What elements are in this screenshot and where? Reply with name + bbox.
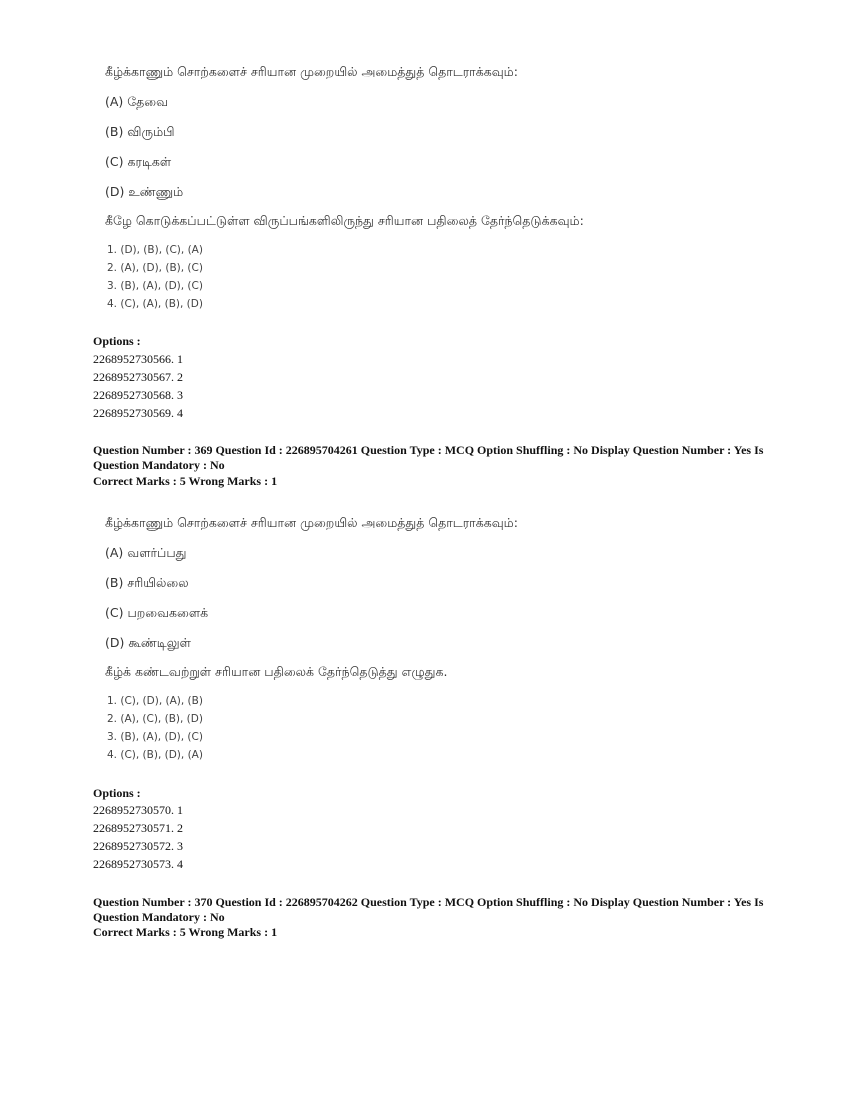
choice-3: 3. (B), (A), (D), (C) xyxy=(107,280,203,292)
item-b: (B) விரும்பி xyxy=(105,124,175,139)
instruction: கீழ்க்காணும் சொற்களைச் சரியான முறையில் அமைத்துத் தொடராக்கவும்: xyxy=(105,64,518,79)
choice-2: 2. (A), (D), (B), (C) xyxy=(107,262,203,274)
marks-line: Correct Marks : 5 Wrong Marks : 1 xyxy=(93,474,278,488)
choice-3: 3. (B), (A), (D), (C) xyxy=(107,731,203,743)
option-4: 2268952730573. 4 xyxy=(93,857,183,871)
marks-line: Correct Marks : 5 Wrong Marks : 1 xyxy=(93,925,278,939)
option-1: 2268952730570. 1 xyxy=(93,803,183,817)
sub-instruction: கீழே கொடுக்கப்பட்டுள்ள விருப்பங்களிலிருந்து சரியான பதிலைத் தேர்ந்தெடுக்கவும்: xyxy=(105,213,584,228)
item-d: (D) கூண்டிலுள் xyxy=(105,635,191,650)
choice-1: 1. (D), (B), (C), (A) xyxy=(107,244,203,256)
item-b: (B) சரியில்லை xyxy=(105,575,189,590)
option-1: 2268952730566. 1 xyxy=(93,352,183,366)
choice-4: 4. (C), (B), (D), (A) xyxy=(107,749,203,761)
item-c: (C) பறவைகளைக் xyxy=(105,605,209,620)
choice-4: 4. (C), (A), (B), (D) xyxy=(107,298,203,310)
options-title: Options : xyxy=(93,334,141,348)
option-2: 2268952730571. 2 xyxy=(93,821,183,835)
option-2: 2268952730567. 2 xyxy=(93,370,183,384)
choice-2: 2. (A), (C), (B), (D) xyxy=(107,713,203,725)
choice-1: 1. (C), (D), (A), (B) xyxy=(107,695,203,707)
item-d: (D) உண்ணும் xyxy=(105,184,184,199)
question-meta: Question Number : 370 Question Id : 226895704262 Question Type : MCQ Option Shuffling : No Display Question Number : Yes Is Question Mandatory : No xyxy=(93,895,764,924)
item-c: (C) கரடிகள் xyxy=(105,154,172,169)
item-a: (A) தேவை xyxy=(105,94,169,109)
options-title: Options : xyxy=(93,786,141,800)
instruction: கீழ்க்காணும் சொற்களைச் சரியான முறையில் அமைத்துத் தொடராக்கவும்: xyxy=(105,515,518,530)
item-a: (A) வளர்ப்பது xyxy=(105,545,187,560)
option-4: 2268952730569. 4 xyxy=(93,406,183,420)
option-3: 2268952730572. 3 xyxy=(93,839,183,853)
option-3: 2268952730568. 3 xyxy=(93,388,183,402)
sub-instruction: கீழ்க் கண்டவற்றுள் சரியான பதிலைக் தேர்ந்தெடுத்து எழுதுக. xyxy=(105,664,448,679)
question-meta: Question Number : 369 Question Id : 226895704261 Question Type : MCQ Option Shuffling : No Display Question Number : Yes Is Question Mandatory : No xyxy=(93,443,764,472)
